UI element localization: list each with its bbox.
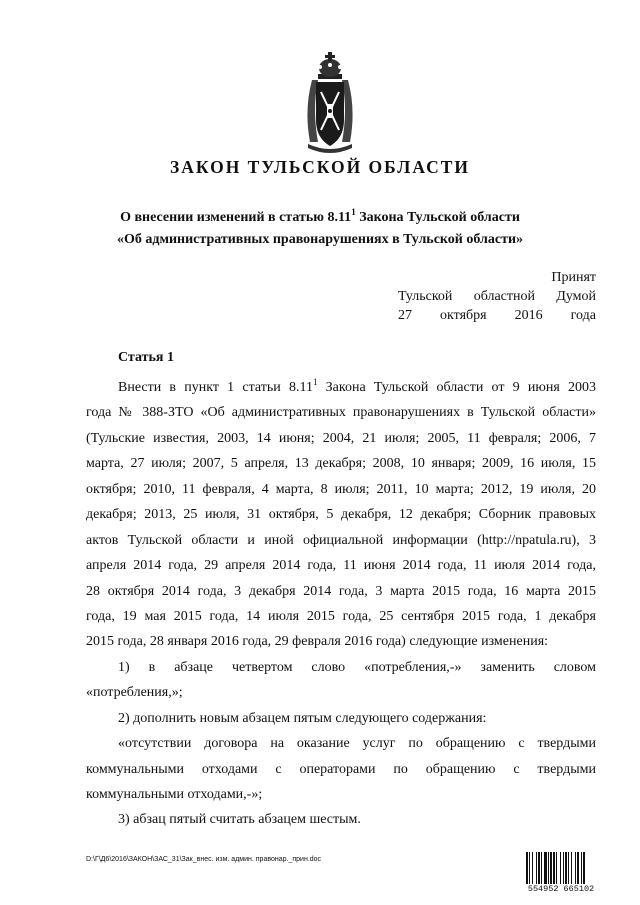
barcode-number: 554952 665102 xyxy=(527,884,595,894)
adopted-word: Принят xyxy=(551,270,596,285)
subtitle-line-2: «Об административных правонарушениях в Тульской области» xyxy=(116,232,524,247)
quote-line: «отсутствии договора на оказание услуг по обращению с твердыми xyxy=(118,736,596,752)
paragraph-line: 2015 года, 28 января 2016 года, 29 февраля 2016 года) следующие изменения: xyxy=(86,634,549,650)
paragraph-line: марта, 27 июля; 2007, 5 апреля, 13 декабря; 2008, 10 января; 2009, 16 июля, 15 xyxy=(86,456,596,472)
adoption-date: 27 октября 2016 года xyxy=(398,308,596,323)
paragraph-line: года, 19 мая 2015 года, 14 июля 2015 года, 25 сентября 2015 года, 1 декабря xyxy=(86,608,596,624)
paragraph-line: (Тульские известия, 2003, 14 июня; 2004, 21 июля; 2005, 11 февраля; 2006, 7 xyxy=(86,430,596,446)
paragraph-line: октября; 2010, 11 февраля, 4 марта, 8 июля; 2011, 10 марта; 2012, 19 июля, 20 xyxy=(86,481,596,497)
paragraph-line: декабря; 2013, 25 июля, 31 октября, 5 декабря, 12 декабря; Сборник правовых xyxy=(86,507,596,523)
law-subtitle xyxy=(0,207,640,251)
item-3: 3) абзац пятый считать абзацем шестым. xyxy=(118,812,361,828)
item-1-line: «потребления,»; xyxy=(86,685,183,701)
adopted-by: Тульской областной Думой xyxy=(398,289,596,304)
subtitle-line-1: О внесении изменений в статью 8.11$^1$ Закона Тульской области xyxy=(120,207,520,225)
paragraph-line: 28 октября 2014 года, 3 декабря 2014 года, 3 марта 2015 года, 16 марта 2015 xyxy=(86,583,596,599)
item-1-line: 1) в абзаце четвертом слово «потребления,-» заменить словом xyxy=(118,659,596,675)
paragraph-line: апреля 2014 года, 29 апреля 2014 года, 11 июня 2014 года, 11 июля 2014 года, xyxy=(86,558,596,574)
adoption-block xyxy=(398,268,596,325)
tula-coat-of-arms-icon xyxy=(298,50,362,156)
paragraph-line: Внести в пункт 1 статьи 8.11$^1$ Закона Тульской области от 9 июня 2003 xyxy=(118,377,596,395)
article-body xyxy=(86,375,596,833)
paragraph-line: актов Тульской области и иной официальной информации (http://npatula.ru), 3 xyxy=(86,532,596,548)
law-title: ЗАКОН ТУЛЬСКОЙ ОБЛАСТИ xyxy=(169,157,471,177)
quote-line: коммунальными отходами,-»; xyxy=(86,787,263,802)
quote-line: коммунальными отходами с операторами по обращению с твердыми xyxy=(86,761,596,777)
article-heading: Статья 1 xyxy=(118,350,174,365)
file-path: D:\Г\Д6\2016\ЗАКОН\ЗАС_31\Зак_внес. изм. админ. правонар._прин.doc xyxy=(86,856,322,863)
paragraph-line: года № 388-ЗТО «Об административных правонарушениях в Тульской области» xyxy=(86,405,596,421)
item-2: 2) дополнить новым абзацем пятым следующего содержания: xyxy=(118,710,487,726)
